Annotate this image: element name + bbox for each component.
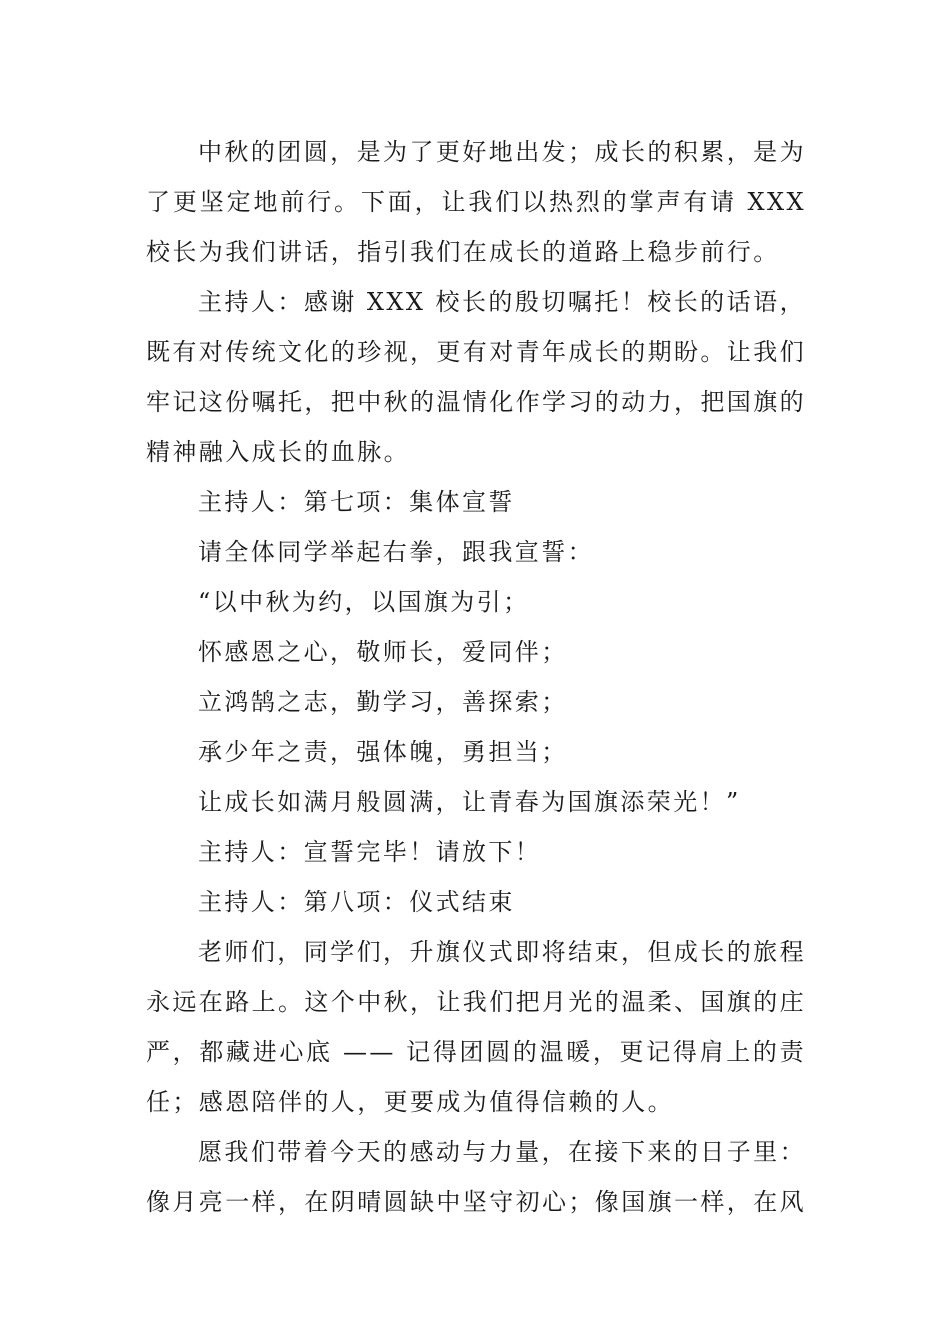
paragraph-closing-remarks: 老师们，同学们，升旗仪式即将结束，但成长的旅程永远在路上。这个中秋，让我们把月光的温柔、国旗的庄严，都藏进心底 —— 记得团圆的温暖，更记得肩上的责任；感恩陪伴的人，更要成为值得信赖的人。 [146,938,806,1116]
paragraph-host-thanks: 主持人：感谢 XXX 校长的殷切嘱托！校长的话语，既有对传统文化的珍视，更有对青年成长的期盼。让我们牢记这份嘱托，把中秋的温情化作学习的动力，把国旗的精神融入成长的血脉。 [146,288,806,466]
paragraph-intro-speech: 中秋的团圆，是为了更好地出发；成长的积累，是为了更坚定地前行。下面，让我们以热烈的掌声有请 XXX 校长为我们讲话，指引我们在成长的道路上稳步前行。 [146,138,806,266]
oath-line-4: 承少年之责，强体魄，勇担当； [198,738,568,766]
document-body [146,127,806,1227]
oath-line-3: 立鸿鹄之志，勤学习，善探索； [198,688,568,716]
paragraph-item-seven: 主持人：第七项：集体宣誓 [198,488,515,516]
oath-line-5: 让成长如满月般圆满，让青春为国旗添荣光！” [198,788,741,816]
paragraph-item-eight: 主持人：第八项：仪式结束 [198,888,515,916]
oath-line-2: 怀感恩之心，敬师长，爱同伴； [198,638,568,666]
paragraph-oath-complete: 主持人：宣誓完毕！请放下！ [198,838,542,866]
paragraph-oath-instruction: 请全体同学举起右拳，跟我宣誓： [198,538,594,566]
paragraph-closing-wish: 愿我们带着今天的感动与力量，在接下来的日子里：像月亮一样，在阴晴圆缺中坚守初心；像国旗一样，在风 [146,1138,806,1216]
oath-line-1: “以中秋为约，以国旗为引； [198,588,530,616]
